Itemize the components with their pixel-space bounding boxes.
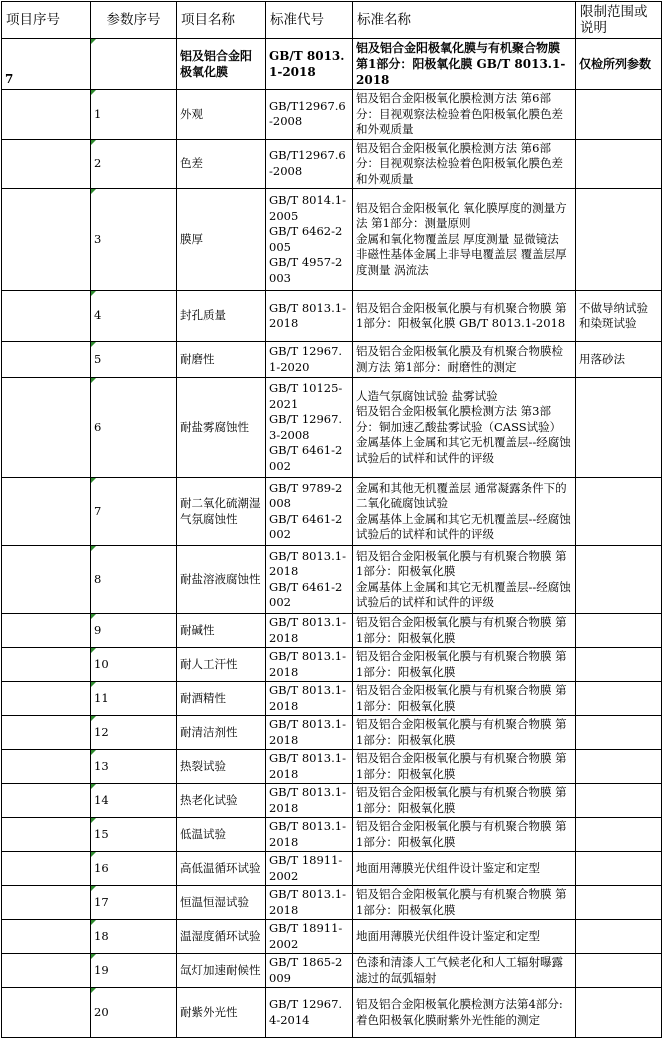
header-project-index: 项目序号	[2, 2, 91, 39]
param-index: 20	[91, 988, 177, 1038]
std-code-cell	[266, 852, 353, 886]
table-row	[2, 189, 662, 291]
std-name-cell	[353, 614, 576, 648]
std-code: GB/T 8013.1-2018	[269, 615, 346, 645]
project-index-cell	[2, 291, 91, 342]
std-code: GB/T 6461-2002	[269, 511, 343, 541]
table-row	[2, 716, 662, 750]
param-index: 9	[91, 614, 177, 648]
std-code-cell	[266, 818, 353, 852]
std-name-cell	[353, 852, 576, 886]
param-name: 温湿度循环试验	[177, 920, 266, 954]
param-index: 17	[91, 886, 177, 920]
std-name: 人造气氛腐蚀试验 盐雾试验	[356, 388, 498, 403]
std-code-cell	[266, 920, 353, 954]
table-row	[2, 818, 662, 852]
param-name: 色差	[177, 139, 266, 189]
std-code: GB/T 12967.1-2020	[269, 344, 343, 374]
param-index: 15	[91, 818, 177, 852]
std-code: GB/T 8013.1-2018	[269, 819, 346, 849]
param-name: 耐紫外光性	[177, 988, 266, 1038]
std-name: 铝及铝合金阳极氧化膜与有机聚合物膜 第1部分：阳极氧化膜	[356, 615, 567, 645]
limit-note	[576, 954, 662, 988]
param-index: 5	[91, 342, 177, 378]
std-code: GB/T 8013.1-2018	[269, 887, 346, 917]
param-name: 耐二氧化硫潮湿气氛腐蚀性	[177, 478, 266, 546]
project-index-cell	[2, 886, 91, 920]
param-name: 耐碱性	[177, 614, 266, 648]
limit-note	[576, 139, 662, 189]
limit-note	[576, 988, 662, 1038]
std-code: GB/T 4957-2003	[269, 255, 343, 285]
std-name: 铝及铝合金阳极氧化膜与有机聚合物膜 第1部分：阳极氧化膜	[356, 649, 567, 679]
table-row	[2, 291, 662, 342]
table-row	[2, 954, 662, 988]
project-index-cell	[2, 378, 91, 478]
std-code-cell	[266, 478, 353, 546]
std-name: 金属和其他无机覆盖层 通常凝露条件下的二氧化硫腐蚀试验	[356, 480, 567, 510]
param-name: 外观	[177, 90, 266, 140]
table-row	[2, 920, 662, 954]
std-code: GB/T 18911-2002	[269, 853, 343, 883]
limit-note	[576, 682, 662, 716]
param-name: 耐酒精性	[177, 682, 266, 716]
param-index: 6	[91, 378, 177, 478]
std-code: GB/T 9789-2008	[269, 480, 343, 510]
param-index: 16	[91, 852, 177, 886]
table-row	[2, 614, 662, 648]
project-std-name: 铝及铝合金阳极氧化膜与有机聚合物膜 第1部分：阳极氧化膜 GB/T 8013.1-2018	[353, 39, 576, 90]
std-name-cell	[353, 954, 576, 988]
std-name: 铝及铝合金阳极氧化膜与有机聚合物膜 第1部分：阳极氧化膜	[356, 887, 567, 917]
std-name: 铝及铝合金阳极氧化膜与有机聚合物膜 第1部分：阳极氧化膜	[356, 548, 567, 578]
param-name: 热老化试验	[177, 784, 266, 818]
std-code: GB/T 8013.1-2018	[269, 300, 346, 330]
std-name: 色漆和清漆人工气候老化和人工辐射曝露滤过的氙弧辐射	[356, 955, 563, 985]
table-row	[2, 378, 662, 478]
project-index-cell	[2, 852, 91, 886]
table-header-row	[2, 2, 662, 39]
limit-note: 不做导纳试验和染斑试验	[576, 291, 662, 342]
param-index: 7	[91, 478, 177, 546]
param-index: 13	[91, 750, 177, 784]
std-code-cell	[266, 189, 353, 291]
limit-note: 用落砂法	[576, 342, 662, 378]
param-index: 11	[91, 682, 177, 716]
std-code-cell	[266, 988, 353, 1038]
std-name: 铝及铝合金阳极氧化膜及有机聚合物膜检测方法 第1部分：耐磨性的测定	[356, 344, 563, 374]
project-index-cell	[2, 818, 91, 852]
std-name: 铝及铝合金阳极氧化膜与有机聚合物膜 第1部分：阳极氧化膜	[356, 717, 567, 747]
std-name: 非磁性基体金属上非导电覆盖层 覆盖层厚度测量 涡流法	[356, 247, 567, 277]
limit-note	[576, 920, 662, 954]
param-name: 低温试验	[177, 818, 266, 852]
std-code-cell	[266, 648, 353, 682]
std-name-cell	[353, 478, 576, 546]
project-index-cell	[2, 139, 91, 189]
std-code-cell	[266, 750, 353, 784]
std-code: GB/T12967.6-2008	[269, 98, 346, 129]
std-code: GB/T 8013.1-2018	[269, 751, 346, 781]
std-name: 铝及铝合金阳极氧化膜与有机聚合物膜 第1部分：阳极氧化膜	[356, 751, 567, 781]
param-name: 耐磨性	[177, 342, 266, 378]
table-row	[2, 784, 662, 818]
std-name: 铝及铝合金阳极氧化膜检测方法第4部分:着色阳极氧化膜耐紫外光性能的测定	[356, 997, 563, 1027]
limit-note	[576, 378, 662, 478]
limit-note	[576, 716, 662, 750]
std-code-cell	[266, 139, 353, 189]
std-name-cell	[353, 784, 576, 818]
table-row	[2, 648, 662, 682]
limit-note	[576, 818, 662, 852]
header-std-name: 标准名称	[353, 2, 576, 39]
std-code: GB/T 6461-2002	[269, 443, 343, 473]
std-name: 金属基体上金属和其它无机覆盖层--经腐蚀试验后的试样和试件的评级	[356, 435, 571, 465]
std-name: 铝及铝合金阳极氧化膜检测方法 第6部分：目视观察法检验着色阳极氧化膜色差和外观质量	[356, 140, 563, 186]
std-code-cell	[266, 682, 353, 716]
std-name: 地面用薄膜光伏组件设计鉴定和定型	[356, 928, 540, 943]
param-name: 氙灯加速耐候性	[177, 954, 266, 988]
standards-table	[1, 1, 662, 1038]
std-name: 金属基体上金属和其它无机覆盖层--经腐蚀试验后的试样和试件的评级	[356, 579, 571, 609]
project-index-cell	[2, 954, 91, 988]
std-code: GB/T 8013.1-2018	[269, 785, 346, 815]
table-row	[2, 342, 662, 378]
param-name: 恒温恒湿试验	[177, 886, 266, 920]
param-index: 12	[91, 716, 177, 750]
param-index: 2	[91, 139, 177, 189]
std-name: 金属和氧化物覆盖层 厚度测量 显微镜法	[356, 231, 559, 246]
std-code: GB/T 1865-2009	[269, 955, 343, 985]
param-name: 耐清洁剂性	[177, 716, 266, 750]
std-code-cell	[266, 716, 353, 750]
std-name-cell	[353, 139, 576, 189]
std-code-cell	[266, 886, 353, 920]
std-name-cell	[353, 716, 576, 750]
std-code-cell	[266, 291, 353, 342]
project-index: 7	[2, 39, 91, 90]
table-row	[2, 682, 662, 716]
limit-note	[576, 546, 662, 614]
table-row	[2, 988, 662, 1038]
param-index: 1	[91, 90, 177, 140]
std-name-cell	[353, 291, 576, 342]
limit-note	[576, 648, 662, 682]
std-name: 铝及铝合金阳极氧化膜与有机聚合物膜 第1部分：阳极氧化膜 GB/T 8013.1-2018	[356, 300, 567, 330]
std-name-cell	[353, 342, 576, 378]
std-code-cell	[266, 378, 353, 478]
std-name: 铝及铝合金阳极氧化膜检测方法 第3部分：铜加速乙酸盐雾试验（CASS试验）	[356, 404, 562, 434]
limit-note	[576, 784, 662, 818]
std-name-cell	[353, 886, 576, 920]
param-name: 热裂试验	[177, 750, 266, 784]
project-index-cell	[2, 750, 91, 784]
param-index: 8	[91, 546, 177, 614]
param-index: 10	[91, 648, 177, 682]
param-index: 18	[91, 920, 177, 954]
std-name: 铝及铝合金阳极氧化 氧化膜厚度的测量方法 第1部分：测量原则	[356, 200, 567, 231]
project-index-cell	[2, 614, 91, 648]
std-name-cell	[353, 818, 576, 852]
std-code: GB/T 8013.1-2018	[269, 683, 346, 713]
table-row	[2, 750, 662, 784]
std-code-cell	[266, 614, 353, 648]
std-name: 地面用薄膜光伏组件设计鉴定和定型	[356, 860, 540, 875]
table-row	[2, 852, 662, 886]
header-project-name: 项目名称	[177, 2, 266, 39]
std-code: GB/T 12967.3-2008	[269, 412, 343, 442]
project-index-cell	[2, 90, 91, 140]
limit-note	[576, 750, 662, 784]
project-index-cell	[2, 784, 91, 818]
std-name: 铝及铝合金阳极氧化膜与有机聚合物膜 第1部分：阳极氧化膜	[356, 785, 567, 815]
param-index: 14	[91, 784, 177, 818]
table-row	[2, 90, 662, 140]
project-index-cell	[2, 546, 91, 614]
std-code: GB/T 8013.1-2018	[269, 649, 346, 679]
limit-note	[576, 886, 662, 920]
std-name-cell	[353, 920, 576, 954]
param-name: 耐盐雾腐蚀性	[177, 378, 266, 478]
param-name: 高低温循环试验	[177, 852, 266, 886]
limit-note	[576, 90, 662, 140]
project-index-cell	[2, 682, 91, 716]
table-row	[2, 546, 662, 614]
std-name: 铝及铝合金阳极氧化膜与有机聚合物膜 第1部分：阳极氧化膜	[356, 683, 567, 713]
std-code: GB/T 6461-2002	[269, 579, 343, 609]
table-row	[2, 139, 662, 189]
std-code: GB/T 18911-2002	[269, 921, 343, 951]
param-name: 封孔质量	[177, 291, 266, 342]
param-name: 耐人工汗性	[177, 648, 266, 682]
std-code: GB/T 8013.1-2018	[269, 548, 346, 578]
limit-note	[576, 478, 662, 546]
std-code-cell	[266, 784, 353, 818]
std-name-cell	[353, 546, 576, 614]
std-name: 金属基体上金属和其它无机覆盖层--经腐蚀试验后的试样和试件的评级	[356, 511, 571, 541]
std-code-cell	[266, 342, 353, 378]
project-index-cell	[2, 920, 91, 954]
header-param-index: 参数序号	[91, 2, 177, 39]
std-name-cell	[353, 750, 576, 784]
param-index: 19	[91, 954, 177, 988]
std-code: GB/T 8014.1-2005	[269, 193, 346, 223]
std-name: 铝及铝合金阳极氧化膜检测方法 第6部分：目视观察法检验着色阳极氧化膜色差和外观质量	[356, 91, 563, 136]
std-name-cell	[353, 988, 576, 1038]
std-code-cell	[266, 546, 353, 614]
project-index-cell	[2, 648, 91, 682]
project-note: 仅检所列参数	[576, 39, 662, 90]
project-index-cell	[2, 189, 91, 291]
limit-note	[576, 852, 662, 886]
param-index: 3	[91, 189, 177, 291]
project-index-cell	[2, 478, 91, 546]
project-code: GB/T 8013.1-2018	[266, 39, 353, 90]
std-name: 铝及铝合金阳极氧化膜与有机聚合物膜 第1部分：阳极氧化膜	[356, 819, 567, 849]
project-name: 铝及铝合金阳极氧化膜	[177, 39, 266, 90]
param-name: 耐盐溶液腐蚀性	[177, 546, 266, 614]
std-name-cell	[353, 378, 576, 478]
header-std-code: 标准代号	[266, 2, 353, 39]
param-index: 4	[91, 291, 177, 342]
project-row	[2, 39, 662, 90]
std-code: GB/T 8013.1-2018	[269, 717, 346, 747]
limit-note	[576, 189, 662, 291]
limit-note	[576, 614, 662, 648]
project-index-cell	[2, 342, 91, 378]
table-row	[2, 478, 662, 546]
param-name: 膜厚	[177, 189, 266, 291]
project-index-cell	[2, 716, 91, 750]
std-code-cell	[266, 90, 353, 140]
std-name-cell	[353, 648, 576, 682]
std-code: GB/T 6462-2005	[269, 224, 343, 254]
std-name-cell	[353, 189, 576, 291]
project-param-empty	[91, 39, 177, 90]
std-name-cell	[353, 682, 576, 716]
std-code-cell	[266, 954, 353, 988]
std-code: GB/T 10125-2021	[269, 381, 343, 411]
header-limit-note: 限制范围或说明	[576, 2, 662, 39]
table-row	[2, 886, 662, 920]
project-index-cell	[2, 988, 91, 1038]
std-name-cell	[353, 90, 576, 140]
std-code: GB/T 12967.4-2014	[269, 997, 343, 1027]
std-code: GB/T12967.6-2008	[269, 148, 346, 178]
